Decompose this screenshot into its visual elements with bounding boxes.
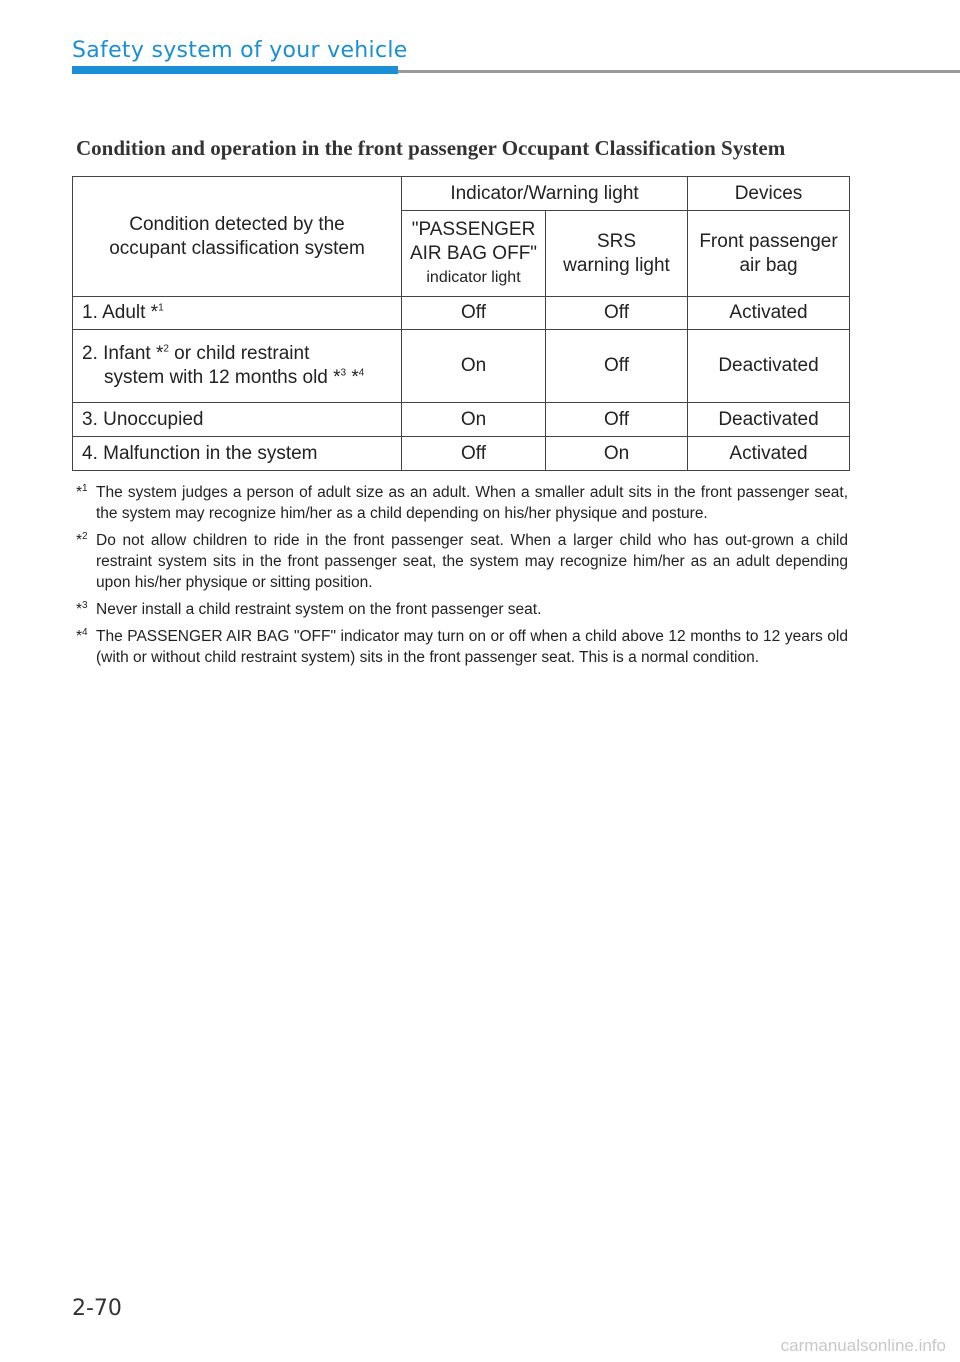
header-pab-line2: indicator light xyxy=(426,268,521,286)
footnotes xyxy=(76,482,848,674)
table-row xyxy=(73,403,850,437)
row-srs: Off xyxy=(546,403,688,437)
header-pab-line1: "PASSENGER AIR BAG OFF" xyxy=(409,218,538,264)
section-title: Safety system of your vehicle xyxy=(72,38,408,63)
page-number: 2-70 xyxy=(72,1296,122,1321)
footnote: *$^4$ The PASSENGER AIR BAG "OFF" indicator may turn on or off when a child above 12 months to 12 years old (with or without child restraint system) sits in the front passenger seat. This is a normal condition. xyxy=(76,626,848,666)
row-condition: 2. Infant *$^2$ or child restraint system with 12 months old *$^3$ *$^4$ xyxy=(73,330,402,403)
page-heading: Condition and operation in the front passenger Occupant Classification System xyxy=(76,136,786,160)
row-indicator: On xyxy=(402,403,546,437)
header-indicator-warning: Indicator/Warning light xyxy=(402,177,688,211)
header-condition: Condition detected by the occupant classification system xyxy=(73,177,402,297)
row-airbag: Deactivated xyxy=(688,330,850,403)
row-srs: Off xyxy=(546,330,688,403)
footnote: *$^2$ Do not allow children to ride in the front passenger seat. When a larger child who has out-grown a child restraint system sits in the front passenger seat, the system may recognize him/her as an adult depending upon his/her physique or sitting position. xyxy=(76,530,848,591)
row-srs: Off xyxy=(546,297,688,330)
row-airbag: Deactivated xyxy=(688,403,850,437)
row-condition: 4. Malfunction in the system xyxy=(73,437,402,471)
row-airbag: Activated xyxy=(688,297,850,330)
row-srs: On xyxy=(546,437,688,471)
watermark: carmanualsonline.info xyxy=(780,1336,946,1355)
footnote: *$^1$ The system judges a person of adult size as an adult. When a smaller adult sits in the front passenger seat, the system may recognize him/her as a child depending on his/her physique and posture. xyxy=(76,482,848,522)
table-row xyxy=(73,330,850,403)
header-rule xyxy=(398,70,960,73)
header-rule-accent xyxy=(72,66,398,74)
row-condition: 3. Unoccupied xyxy=(73,403,402,437)
table-row xyxy=(73,437,850,471)
footnote: *$^3$ Never install a child restraint system on the front passenger seat. xyxy=(76,599,542,618)
row-indicator: Off xyxy=(402,437,546,471)
table-row xyxy=(73,297,850,330)
row-indicator: On xyxy=(402,330,546,403)
row-indicator: Off xyxy=(402,297,546,330)
row-condition: 1. Adult *$^1$ xyxy=(73,297,402,330)
row-airbag: Activated xyxy=(688,437,850,471)
header-front-airbag: Front passenger air bag xyxy=(688,211,850,297)
header-devices: Devices xyxy=(688,177,850,211)
header-pab-indicator xyxy=(402,211,546,297)
ocs-table xyxy=(72,176,850,471)
header-srs: SRS warning light xyxy=(546,211,688,297)
